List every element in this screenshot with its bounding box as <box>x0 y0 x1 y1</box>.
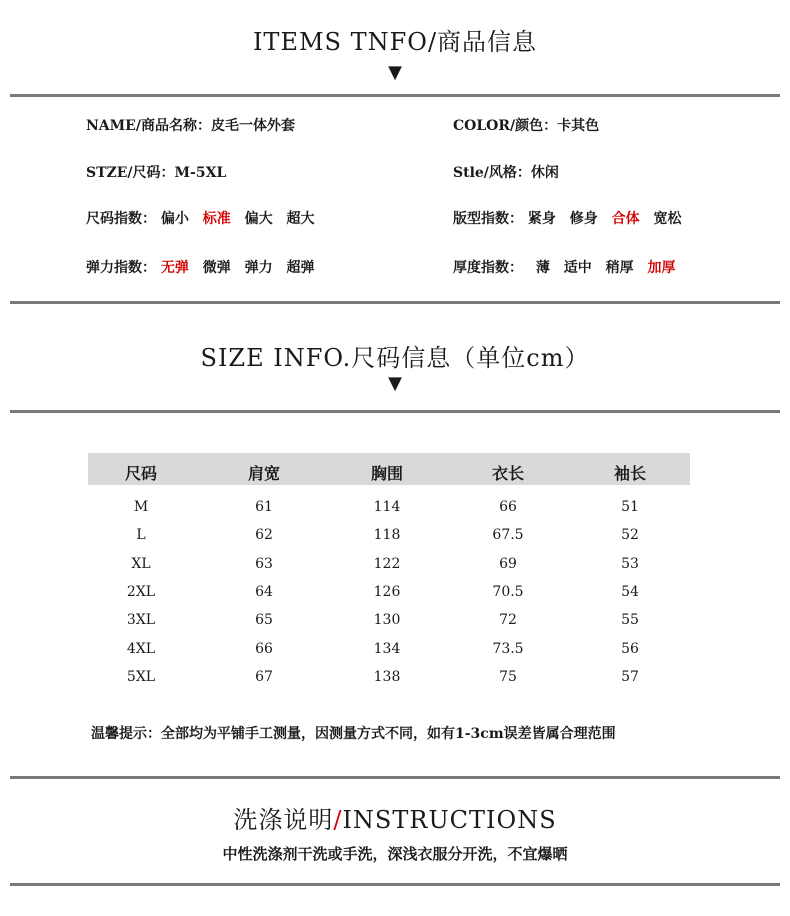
table-cell: XL <box>131 556 151 572</box>
down-arrow-icon: ▼ <box>388 373 402 394</box>
size-index-row <box>86 208 324 228</box>
table-cell: 134 <box>373 641 401 657</box>
table-cell: 65 <box>255 612 273 628</box>
table-cell: 51 <box>621 499 639 515</box>
fit-index-option: 修身 <box>569 211 598 227</box>
table-cell: 67.5 <box>492 527 524 543</box>
table-cell: 57 <box>621 669 639 685</box>
measurement-note: 温馨提示：全部均为平铺手工测量，因测量方式不同，如有1-3cm误差皆属合理范围 <box>91 726 616 742</box>
thickness-index-label: 厚度指数： <box>453 260 523 276</box>
table-cell: 130 <box>373 612 401 628</box>
table-cell: 61 <box>255 499 273 515</box>
table-cell: L <box>136 527 146 543</box>
thickness-index-option: 适中 <box>563 260 592 276</box>
table-cell: 118 <box>373 527 401 543</box>
product-color: COLOR/颜色：卡其色 <box>453 118 600 134</box>
divider <box>10 301 780 304</box>
table-cell: 73.5 <box>492 641 524 657</box>
table-cell: 69 <box>499 556 517 572</box>
items-info-heading: ITEMS TNFO/商品信息 <box>252 28 538 56</box>
instructions-heading-en: INSTRUCTIONS <box>342 806 557 834</box>
divider <box>10 776 780 779</box>
table-cell: 55 <box>621 612 639 628</box>
table-cell: 63 <box>255 556 273 572</box>
table-cell: 126 <box>373 584 401 600</box>
thickness-index-row <box>453 257 685 277</box>
table-cell: 70.5 <box>492 584 524 600</box>
product-name: NAME/商品名称：皮毛一体外套 <box>86 118 295 134</box>
divider <box>10 410 780 413</box>
fit-index-row <box>453 208 691 228</box>
table-cell: 52 <box>621 527 639 543</box>
size-index-option: 超大 <box>286 211 315 227</box>
elastic-index-option: 微弹 <box>202 260 231 276</box>
table-cell: 114 <box>373 499 401 515</box>
table-cell: 66 <box>255 641 273 657</box>
thickness-index-option: 加厚 <box>647 260 676 276</box>
elastic-index-option: 超弹 <box>286 260 315 276</box>
fit-index-option: 宽松 <box>653 211 682 227</box>
divider <box>10 883 780 886</box>
table-cell: 56 <box>621 641 639 657</box>
column-header: 袖长 <box>613 464 646 483</box>
column-header: 衣长 <box>491 464 524 483</box>
product-size-range: STZE/尺码：M-5XL <box>86 165 227 181</box>
down-arrow-icon: ▼ <box>388 62 402 83</box>
table-cell: 122 <box>373 556 401 572</box>
size-info-heading: SIZE INFO.尺码信息（单位cm） <box>200 344 590 372</box>
product-style: Stle/风格：休闲 <box>453 165 559 181</box>
size-index-option: 标准 <box>202 211 231 227</box>
size-index-option: 偏小 <box>160 211 189 227</box>
table-cell: 72 <box>499 612 517 628</box>
wash-instructions-text: 中性洗涤剂干洗或手洗，深浅衣服分开洗，不宜爆晒 <box>222 845 568 863</box>
column-header: 胸围 <box>370 464 403 483</box>
fit-index-option: 紧身 <box>527 211 556 227</box>
thickness-index-option: 薄 <box>535 260 550 276</box>
table-cell: 62 <box>255 527 273 543</box>
column-header: 尺码 <box>124 464 157 483</box>
size-index-option: 偏大 <box>244 211 273 227</box>
fit-index-option: 合体 <box>611 211 640 227</box>
elastic-index-row <box>86 257 324 277</box>
elastic-index-option: 无弹 <box>160 260 189 276</box>
table-cell: 66 <box>499 499 517 515</box>
elastic-index-label: 弹力指数： <box>86 260 156 276</box>
table-cell: 2XL <box>126 584 156 600</box>
table-cell: 67 <box>255 669 273 685</box>
table-cell: 53 <box>621 556 639 572</box>
column-header: 肩宽 <box>247 464 280 483</box>
size-index-label: 尺码指数： <box>86 211 156 227</box>
heading-separator: / <box>333 806 343 834</box>
table-cell: 5XL <box>126 669 156 685</box>
instructions-heading-cn: 洗涤说明 <box>233 806 334 834</box>
fit-index-label: 版型指数： <box>453 211 523 227</box>
instructions-heading <box>0 800 790 835</box>
divider <box>10 94 780 97</box>
table-cell: 54 <box>621 584 639 600</box>
table-cell: 64 <box>255 584 273 600</box>
table-cell: 75 <box>499 669 517 685</box>
table-cell: M <box>133 499 149 515</box>
table-cell: 4XL <box>126 641 156 657</box>
thickness-index-option: 稍厚 <box>605 260 634 276</box>
elastic-index-option: 弹力 <box>244 260 273 276</box>
table-cell: 3XL <box>126 612 156 628</box>
table-cell: 138 <box>373 669 401 685</box>
